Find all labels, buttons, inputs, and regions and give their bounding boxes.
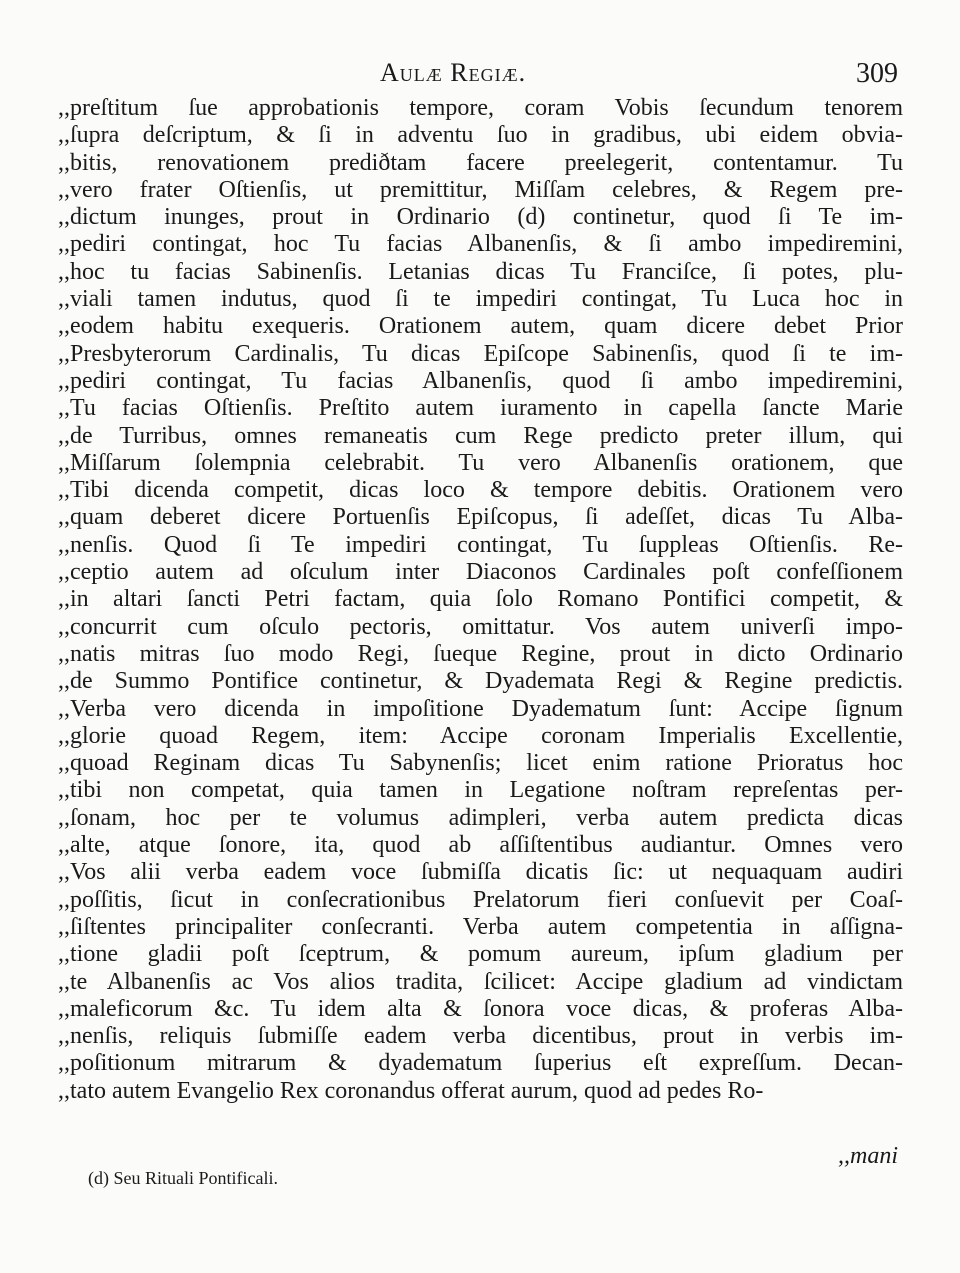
text-line: ,,ſupra deſcriptum, & ſi in adventu ſuo in gradibus, ubi eidem obvia- xyxy=(58,122,903,149)
text-line: ,,poſitionum mitrarum & dyadematum ſuperius eſt expreſſum. Decan- xyxy=(58,1050,903,1077)
text-line: ,,poſſitis, ſicut in conſecrationibus Prelatorum fieri conſuevit per Coaſ- xyxy=(58,886,903,913)
text-line: ,,quam deberet dicere Portuenſis Epiſcopus, ſi adeſſet, dicas Tu Alba- xyxy=(58,504,903,531)
text-line: ,,vero frater Oſtienſis, ut premittitur, Miſſam celebres, & Regem pre- xyxy=(58,176,903,203)
running-head: Aulæ Regiæ. xyxy=(380,58,527,87)
body-text xyxy=(58,95,903,1105)
catchword: ,,mani xyxy=(838,1143,898,1169)
text-line: ,,Tu facias Oſtienſis. Preſtito autem iuramento in capella ſancte Marie xyxy=(58,395,903,422)
text-line: ,,bitis, renovationem prediðtam facere preelegerit, contentamur. Tu xyxy=(58,149,903,176)
text-line: ,,natis mitras ſuo modo Regi, ſueque Regine, prout in dicto Ordinario xyxy=(58,640,903,667)
text-line: ,,Verba vero dicenda in impoſitione Dyadematum ſunt: Accipe ſignum xyxy=(58,695,903,722)
text-line: ,,hoc tu facias Sabinenſis. Letanias dicas Tu Franciſce, ſi potes, plu- xyxy=(58,258,903,285)
text-line: ,,tato autem Evangelio Rex coronandus offerat aurum, quod ad pedes Ro- xyxy=(58,1077,764,1104)
text-line: ,,Miſſarum ſolempnia celebrabit. Tu vero Albanenſis orationem, que xyxy=(58,449,903,476)
text-line: ,,tione gladii poſt ſceptrum, & pomum aureum, ipſum gladium per xyxy=(58,941,903,968)
text-line: ,,eodem habitu exequeris. Orationem autem, quam dicere debet Prior xyxy=(58,313,903,340)
page-header xyxy=(0,58,960,98)
text-line: ,,dictum inunges, prout in Ordinario (d) continetur, quod ſi Te im- xyxy=(58,204,903,231)
text-line: ,,glorie quoad Regem, item: Accipe coronam Imperialis Excellentie, xyxy=(58,722,903,749)
text-line: ,,de Summo Pontifice continetur, & Dyademata Regi & Regine predictis. xyxy=(58,668,903,695)
text-line: ,,maleficorum &c. Tu idem alta & ſonora voce dicas, & proferas Alba- xyxy=(58,995,903,1022)
text-line: ,,preſtitum ſue approbationis tempore, coram Vobis ſecundum tenorem xyxy=(58,95,903,121)
text-line: ,,nenſis. Quod ſi Te impediri contingat, Tu ſuppleas Oſtienſis. Re- xyxy=(58,531,903,558)
text-line: ,,ſonam, hoc per te volumus adimpleri, verba autem predicta dicas xyxy=(58,804,903,831)
text-line: ,,tibi non competat, quia tamen in Legatione noſtram repreſentas per- xyxy=(58,777,903,804)
text-line: ,,quoad Reginam dicas Tu Sabynenſis; licet enim ratione Prioratus hoc xyxy=(58,750,903,777)
text-line: ,,alte, atque ſonore, ita, quod ab aſſiſtentibus audiantur. Omnes vero xyxy=(58,832,903,859)
text-line: ,,in altari ſancti Petri factam, quia ſolo Romano Pontifici competit, & xyxy=(58,586,903,613)
text-line: ,,pediri contingat, hoc Tu facias Albanenſis, & ſi ambo impediremini, xyxy=(58,231,903,258)
text-line: ,,pediri contingat, Tu facias Albanenſis, quod ſi ambo impediremini, xyxy=(58,367,903,394)
text-line: ,,ceptio autem ad oſculum inter Diaconos Cardinales poſt confeſſionem xyxy=(58,559,903,586)
text-line: ,,viali tamen indutus, quod ſi te impediri contingat, Tu Luca hoc in xyxy=(58,286,903,313)
text-line: ,,de Turribus, omnes remaneatis cum Rege predicto preter illum, qui xyxy=(58,422,903,449)
text-line: ,,Tibi dicenda competit, dicas loco & tempore debitis. Orationem vero xyxy=(58,477,903,504)
text-line: ,,Presbyterorum Cardinalis, Tu dicas Epiſcope Sabinenſis, quod ſi te im- xyxy=(58,340,903,367)
text-line: ,,Vos alii verba eadem voce ſubmiſſa dicatis ſic: ut nequaquam audiri xyxy=(58,859,903,886)
text-line: ,,te Albanenſis ac Vos alios tradita, ſcilicet: Accipe gladium ad vindictam xyxy=(58,968,903,995)
text-line: ,,concurrit cum oſculo pectoris, omittatur. Vos autem univerſi impo- xyxy=(58,613,903,640)
footnote: (d) Seu Rituali Pontificali. xyxy=(88,1168,278,1188)
page-number: 309 xyxy=(856,58,898,89)
text-line: ,,nenſis, reliquis ſubmiſſe eadem verba dicentibus, prout in verbis im- xyxy=(58,1023,903,1050)
text-line: ,,ſiſtentes principaliter conſecranti. Verba autem competentia in aſſigna- xyxy=(58,913,903,940)
